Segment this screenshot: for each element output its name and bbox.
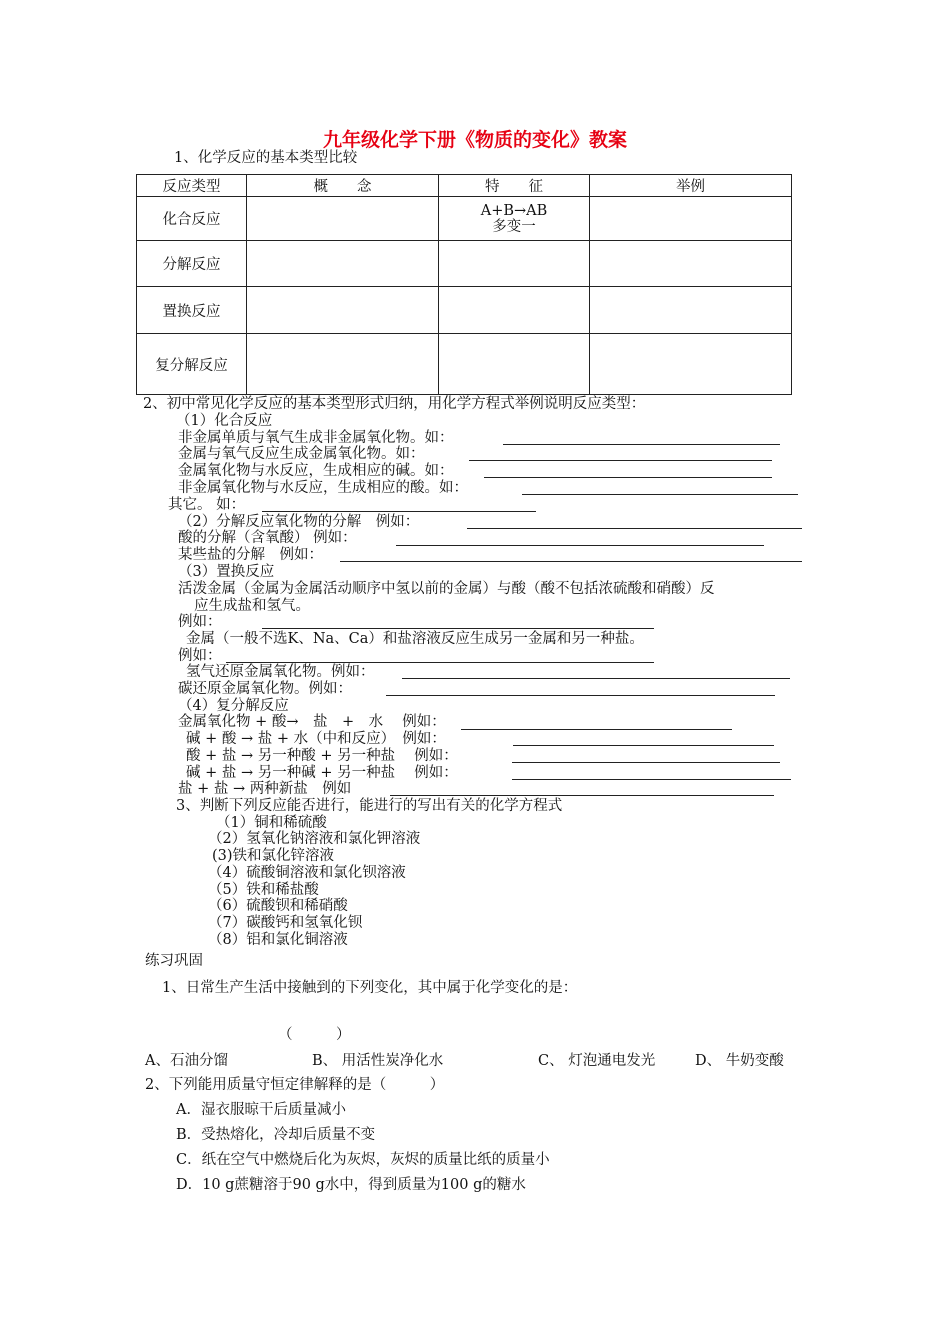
prompt-line: 碱 + 盐 → 另一种碱 + 另一种盐 例如： (186, 765, 458, 781)
answer-blank[interactable] (512, 779, 791, 780)
feature-formula: A+B→AB (480, 202, 548, 219)
prompt-line: 酸的分解（含氧酸） 例如： (178, 530, 357, 546)
practice-heading: 练习巩固 (145, 953, 203, 969)
question-2-option-a[interactable]: A．湿衣服晾干后质量减小 (176, 1102, 346, 1118)
answer-blank[interactable] (522, 494, 798, 495)
subheading-combination: （1）化合反应 (176, 413, 273, 429)
answer-blank[interactable] (467, 528, 802, 529)
row-feature (439, 241, 590, 287)
answer-blank[interactable] (512, 762, 780, 763)
table-row (137, 334, 792, 395)
reaction-types-table (136, 174, 792, 395)
question-1-option-d[interactable]: D、 牛奶变酸 (695, 1053, 784, 1069)
list-item: (3)铁和氯化锌溶液 (212, 848, 335, 864)
list-item: （4）硫酸铜溶液和氯化钡溶液 (208, 865, 406, 881)
header-type: 反应类型 (137, 175, 247, 197)
question-1-option-c[interactable]: C、 灯泡通电发光 (538, 1053, 656, 1069)
row-concept (247, 334, 439, 395)
answer-blank[interactable] (503, 444, 780, 445)
prompt-line: 例如： (178, 648, 222, 664)
subheading-double-displacement: （4）复分解反应 (178, 698, 289, 714)
row-example (590, 197, 792, 241)
row-feature (439, 197, 590, 241)
list-item: （8）铝和氯化铜溶液 (208, 932, 348, 948)
question-1-option-a[interactable]: A、石油分馏 (145, 1053, 228, 1069)
row-type: 分解反应 (137, 241, 247, 287)
prompt-line: （2）分解反应氧化物的分解 例如： (178, 514, 420, 530)
list-item: （7）碳酸钙和氢氧化钡 (208, 915, 363, 931)
section1-heading: 1、化学反应的基本类型比较 (174, 150, 358, 166)
table-row (137, 287, 792, 334)
row-type: 复分解反应 (137, 334, 247, 395)
question-1-option-b[interactable]: B、 用活性炭净化水 (312, 1053, 444, 1069)
feature-description: 多变一 (492, 218, 536, 235)
answer-blank[interactable] (262, 628, 654, 629)
question-2-option-c[interactable]: C．纸在空气中燃烧后化为灰烬，灰烬的质量比纸的质量小 (176, 1152, 550, 1168)
row-example (590, 334, 792, 395)
subheading-displacement: （3）置换反应 (178, 564, 275, 580)
answer-blank[interactable] (262, 511, 536, 512)
row-feature (439, 287, 590, 334)
prompt-line: 金属氧化物与水反应，生成相应的碱。如： (178, 463, 454, 479)
table-row (137, 197, 792, 241)
header-feature: 特 征 (439, 175, 590, 197)
prompt-line: 非金属氧化物与水反应，生成相应的酸。如： (178, 480, 468, 496)
prompt-line: 活泼金属（金属为金属活动顺序中氢以前的金属）与酸（酸不包括浓硫酸和硝酸）反 (178, 581, 715, 597)
row-type: 化合反应 (137, 197, 247, 241)
prompt-line: 应生成盐和氢气。 (194, 598, 310, 614)
row-concept (247, 287, 439, 334)
answer-blank[interactable] (513, 745, 774, 746)
answer-blank[interactable] (402, 678, 790, 679)
answer-blank[interactable] (396, 545, 764, 546)
question-2-option-d[interactable]: D．10 g蔗糖溶于90 g水中，得到质量为100 g的糖水 (176, 1177, 526, 1193)
prompt-line: 非金属单质与氧气生成非金属氧化物。如： (178, 430, 454, 446)
list-item: （6）硫酸钡和稀硝酸 (208, 898, 348, 914)
section3-heading: 3、判断下列反应能否进行，能进行的写出有关的化学方程式 (176, 798, 563, 814)
question-1-answer-paren[interactable]: （ ） (278, 1027, 351, 1043)
row-feature (439, 334, 590, 395)
answer-blank[interactable] (484, 477, 772, 478)
prompt-line: 金属（一般不选K、Na、Ca）和盐溶液反应生成另一金属和另一种盐。 (186, 631, 644, 647)
question-2-stem: 2、下列能用质量守恒定律解释的是（ ） (145, 1077, 445, 1093)
answer-blank[interactable] (226, 662, 654, 663)
list-item: （5）铁和稀盐酸 (208, 882, 319, 898)
answer-blank[interactable] (340, 561, 802, 562)
row-type: 置换反应 (137, 287, 247, 334)
answer-blank[interactable] (390, 795, 774, 796)
row-concept (247, 197, 439, 241)
prompt-line: 例如： (178, 614, 222, 630)
list-item: （2）氢氧化钠溶液和氯化钾溶液 (208, 831, 421, 847)
prompt-line: 氢气还原金属氧化物。例如： (186, 664, 375, 680)
page-title: 九年级化学下册《物质的变化》教案 (322, 129, 627, 151)
header-example: 举例 (590, 175, 792, 197)
prompt-line: 金属氧化物 + 酸→ 盐 + 水 例如： (178, 714, 446, 730)
prompt-line: 金属与氧气反应生成金属氧化物。如： (178, 446, 425, 462)
row-example (590, 241, 792, 287)
prompt-line: 酸 + 盐 → 另一种酸 + 另一种盐 例如： (186, 748, 458, 764)
question-2-option-b[interactable]: B．受热熔化，冷却后质量不变 (176, 1127, 376, 1143)
answer-blank[interactable] (386, 695, 775, 696)
section2-heading: 2、初中常见化学反应的基本类型形式归纳，用化学方程式举例说明反应类型： (143, 396, 646, 412)
prompt-line: 某些盐的分解 例如： (178, 547, 323, 563)
prompt-line: 碱 + 酸 → 盐 + 水（中和反应） 例如： (186, 731, 446, 747)
prompt-line: 碳还原金属氧化物。例如： (178, 681, 352, 697)
prompt-line: 盐 + 盐 → 两种新盐 例如 (178, 781, 352, 797)
question-1-stem: 1、日常生产生活中接触到的下列变化，其中属于化学变化的是： (162, 980, 578, 996)
header-concept: 概 念 (247, 175, 439, 197)
answer-blank[interactable] (469, 460, 772, 461)
table-header-row (137, 175, 792, 197)
list-item: （1）铜和稀硫酸 (216, 815, 327, 831)
prompt-line: 其它。 如： (168, 497, 246, 513)
row-concept (247, 241, 439, 287)
table-row (137, 241, 792, 287)
answer-blank[interactable] (461, 729, 732, 730)
row-example (590, 287, 792, 334)
